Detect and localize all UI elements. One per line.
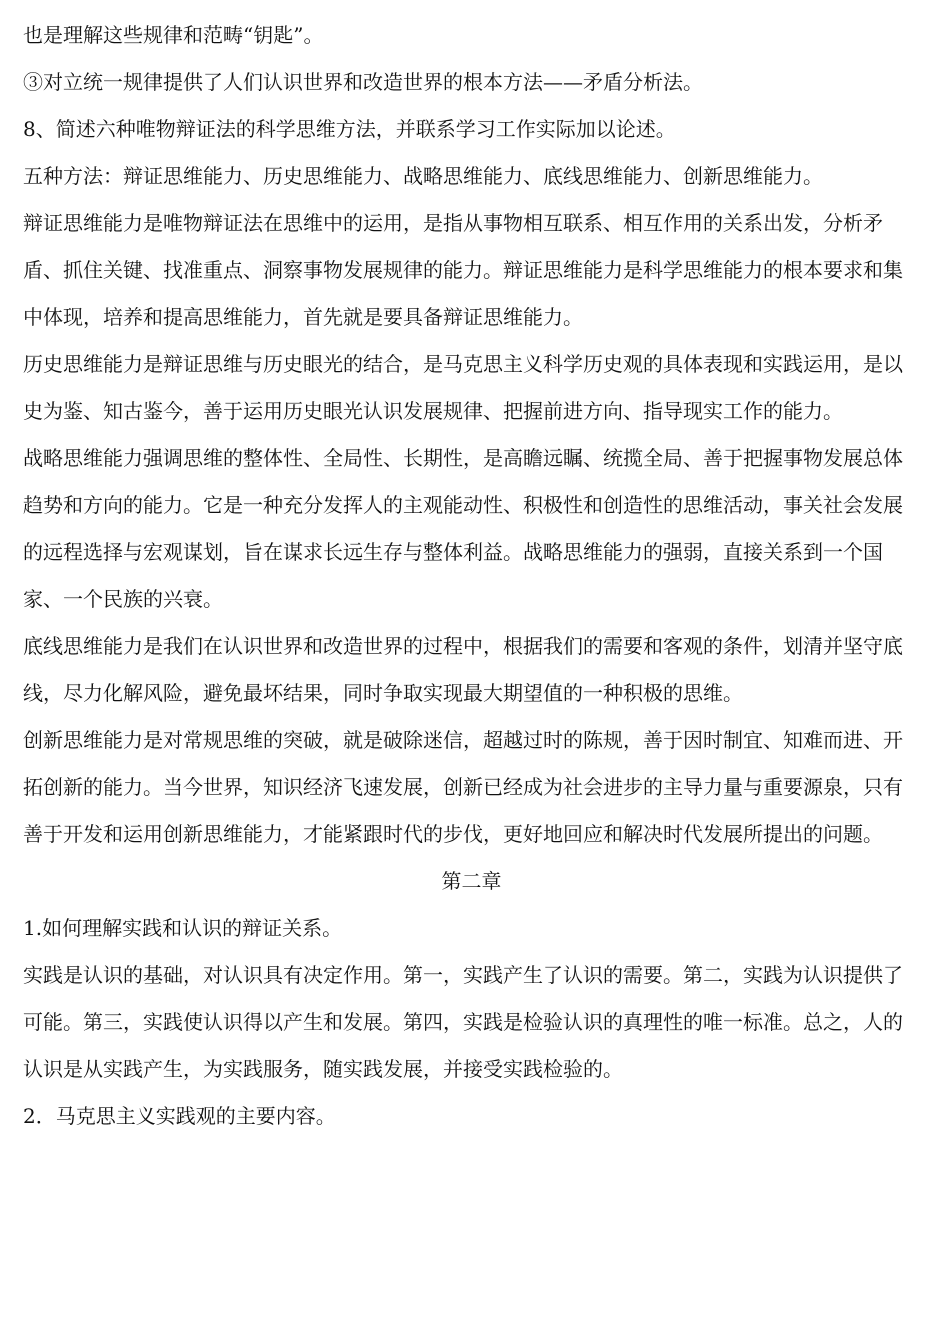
- chapter-heading: 第二章: [441, 869, 502, 893]
- question-2: 2．马克思主义实践观的主要内容。: [23, 1104, 336, 1128]
- paragraph-dialectical-thinking: 辩证思维能力是唯物辩证法在思维中的运用，是指从事物相互联系、相互作用的关系出发，分析矛盾、抓住关键、找准重点、洞察事物发展规律的能力。辩证思维能力是科学思维能力的根本要求和集中体现，培养和提高思维能力，首先就是要具备辩证思维能力。: [23, 211, 903, 329]
- paragraph-key-continuation: 也是理解这些规律和范畴“钥匙”。: [23, 23, 324, 47]
- paragraph-practice-cognition: 实践是认识的基础，对认识具有决定作用。第一，实践产生了认识的需要。第二，实践为认识提供了可能。第三，实践使认识得以产生和发展。第四，实践是检验认识的真理性的唯一标准。总之，人的认识是从实践产生，为实践服务，随实践发展，并接受实践检验的。: [23, 963, 903, 1081]
- paragraph-innovative-thinking: 创新思维能力是对常规思维的突破，就是破除迷信，超越过时的陈规，善于因时制宜、知难而进、开拓创新的能力。当今世界，知识经济飞速发展，创新已经成为社会进步的主导力量与重要源泉，只有善于开发和运用创新思维能力，才能紧跟时代的步伐，更好地回应和解决时代发展所提出的问题。: [23, 728, 903, 846]
- paragraph-strategic-thinking: 战略思维能力强调思维的整体性、全局性、长期性，是高瞻远瞩、统揽全局、善于把握事物发展总体趋势和方向的能力。它是一种充分发挥人的主观能动性、积极性和创造性的思维活动，事关社会发展的远程选择与宏观谋划，旨在谋求长远生存与整体利益。战略思维能力的强弱，直接关系到一个国家、一个民族的兴衰。: [23, 446, 903, 611]
- paragraph-contradiction-analysis: ③对立统一规律提供了人们认识世界和改造世界的根本方法——矛盾分析法。: [23, 70, 703, 94]
- paragraph-historical-thinking: 历史思维能力是辩证思维与历史眼光的结合，是马克思主义科学历史观的具体表现和实践运用，是以史为鉴、知古鉴今，善于运用历史眼光认识发展规律、把握前进方向、指导现实工作的能力。: [23, 352, 903, 423]
- question-8: 8、简述六种唯物辩证法的科学思维方法，并联系学习工作实际加以论述。: [23, 117, 676, 141]
- question-1: 1.如何理解实践和认识的辩证关系。: [23, 916, 343, 940]
- paragraph-five-methods: 五种方法：辩证思维能力、历史思维能力、战略思维能力、底线思维能力、创新思维能力。: [23, 164, 823, 188]
- paragraph-bottom-line-thinking: 底线思维能力是我们在认识世界和改造世界的过程中，根据我们的需要和客观的条件，划清并坚守底线，尽力化解风险，避免最坏结果，同时争取实现最大期望值的一种积极的思维。: [23, 634, 903, 705]
